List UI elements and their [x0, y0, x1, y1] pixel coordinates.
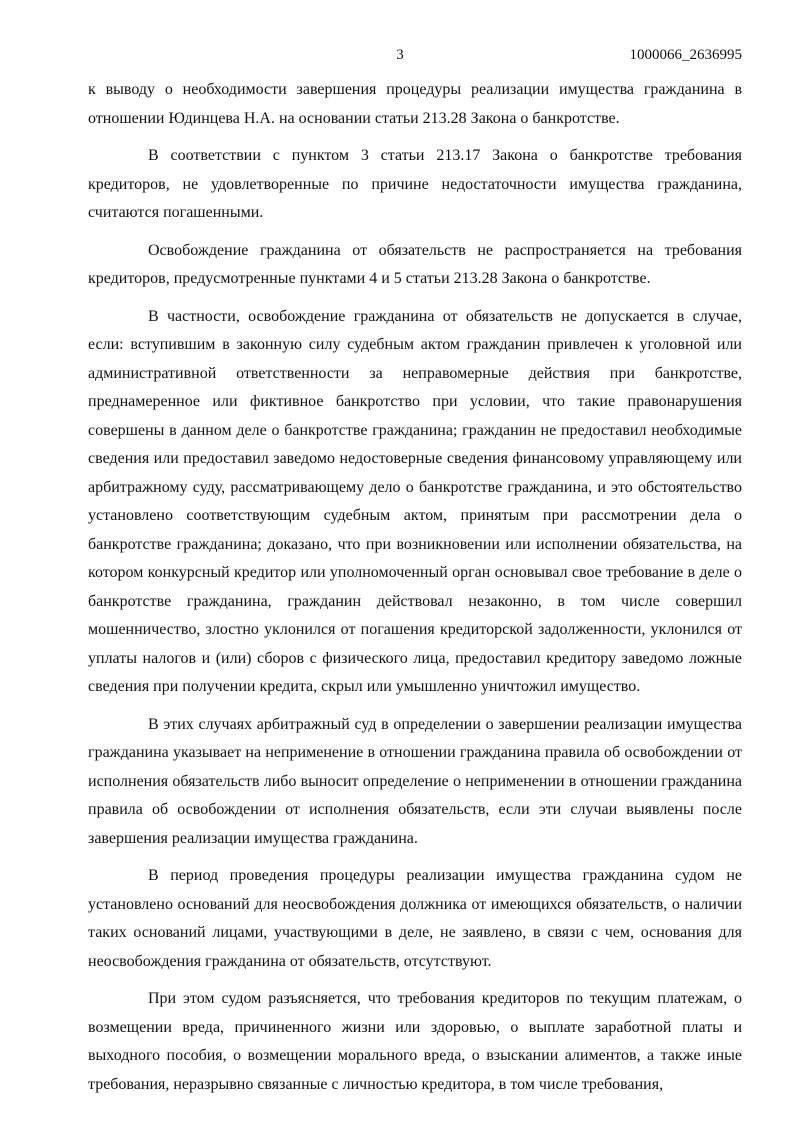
- paragraph-claims-repaid: В соответствии с пунктом 3 статьи 213.17 Закона о банкротстве требования кредиторов, не удовлетворенные по причине недостаточности имущества гражданина, считаются погашенными.: [88, 147, 742, 221]
- paragraph-release-not-allowed: В частности, освобождение гражданина от обязательств не допускается в случае, если: вступившим в законную силу судебным актом гражданин привлечен к уголовной или административной ответственности за неправомерные действия при банкротстве, преднамеренное или фиктивное банкротство при условии, что такие правонарушения совершены в данном деле о банкротстве гражданина; гражданин не предоставил необходимые сведения или предоставил заведомо недостоверные сведения финансовому управляющему или арбитражному суду, рассматривающему дело о банкротстве гражданина, и это обстоятельство установлено соответствующим судебным актом, принятым при рассмотрении дела о банкротстве гражданина; доказано, что при возникновении или исполнении обязательства, на котором конкурсный кредитор или уполномоченный орган основывал свое требование в деле о банкротстве гражданина, гражданин действовал незаконно, в том числе совершил мошенничество, злостно уклонился от погашения кредиторской задолженности, уклонился от уплаты налогов и (или) сборов с физического лица, предоставил кредитору заведомо ложные сведения при получении кредита, скрыл или умышленно уничтожил имущество.: [88, 307, 742, 695]
- paragraph-release-exceptions: Освобождение гражданина от обязательств не распространяется на требования кредиторов, предусмотренные пунктами 4 и 5 статьи 213.28 Закона о банкротстве.: [88, 241, 742, 287]
- document-body: [88, 76, 742, 1108]
- paragraph-court-determination: В этих случаях арбитражный суд в определении о завершении реализации имущества гражданина указывает на неприменение в отношении гражданина правила об освобождении от исполнения обязательств либо выносит определение о неприменении в отношении гражданина правила об освобождении от исполнения обязательств, если эти случаи выявлены после завершения реализации имущества гражданина.: [88, 715, 742, 847]
- paragraph-clarification: При этом судом разъясняется, что требования кредиторов по текущим платежам, о возмещении вреда, причиненного жизни или здоровью, о выплате заработной платы и выходного пособия, о возмещении морального вреда, о взыскании алиментов, а также иные требования, неразрывно связанные с личностью кредитора, в том числе требования,: [88, 990, 742, 1093]
- page-number: 3: [396, 47, 404, 63]
- paragraph-no-grounds: В период проведения процедуры реализации имущества гражданина судом не установлено оснований для неосвобождения должника от имеющихся обязательств, о наличии таких оснований лицами, участвующими в деле, не заявлено, в связи с чем, основания для неосвобождения гражданина от обязательств, отсутствуют.: [88, 867, 742, 970]
- document-id: 1000066_2636995: [629, 47, 742, 63]
- paragraph-continuation: к выводу о необходимости завершения процедуры реализации имущества гражданина в отношении Юдинцева Н.А. на основании статьи 213.28 Закона о банкротстве.: [88, 81, 742, 127]
